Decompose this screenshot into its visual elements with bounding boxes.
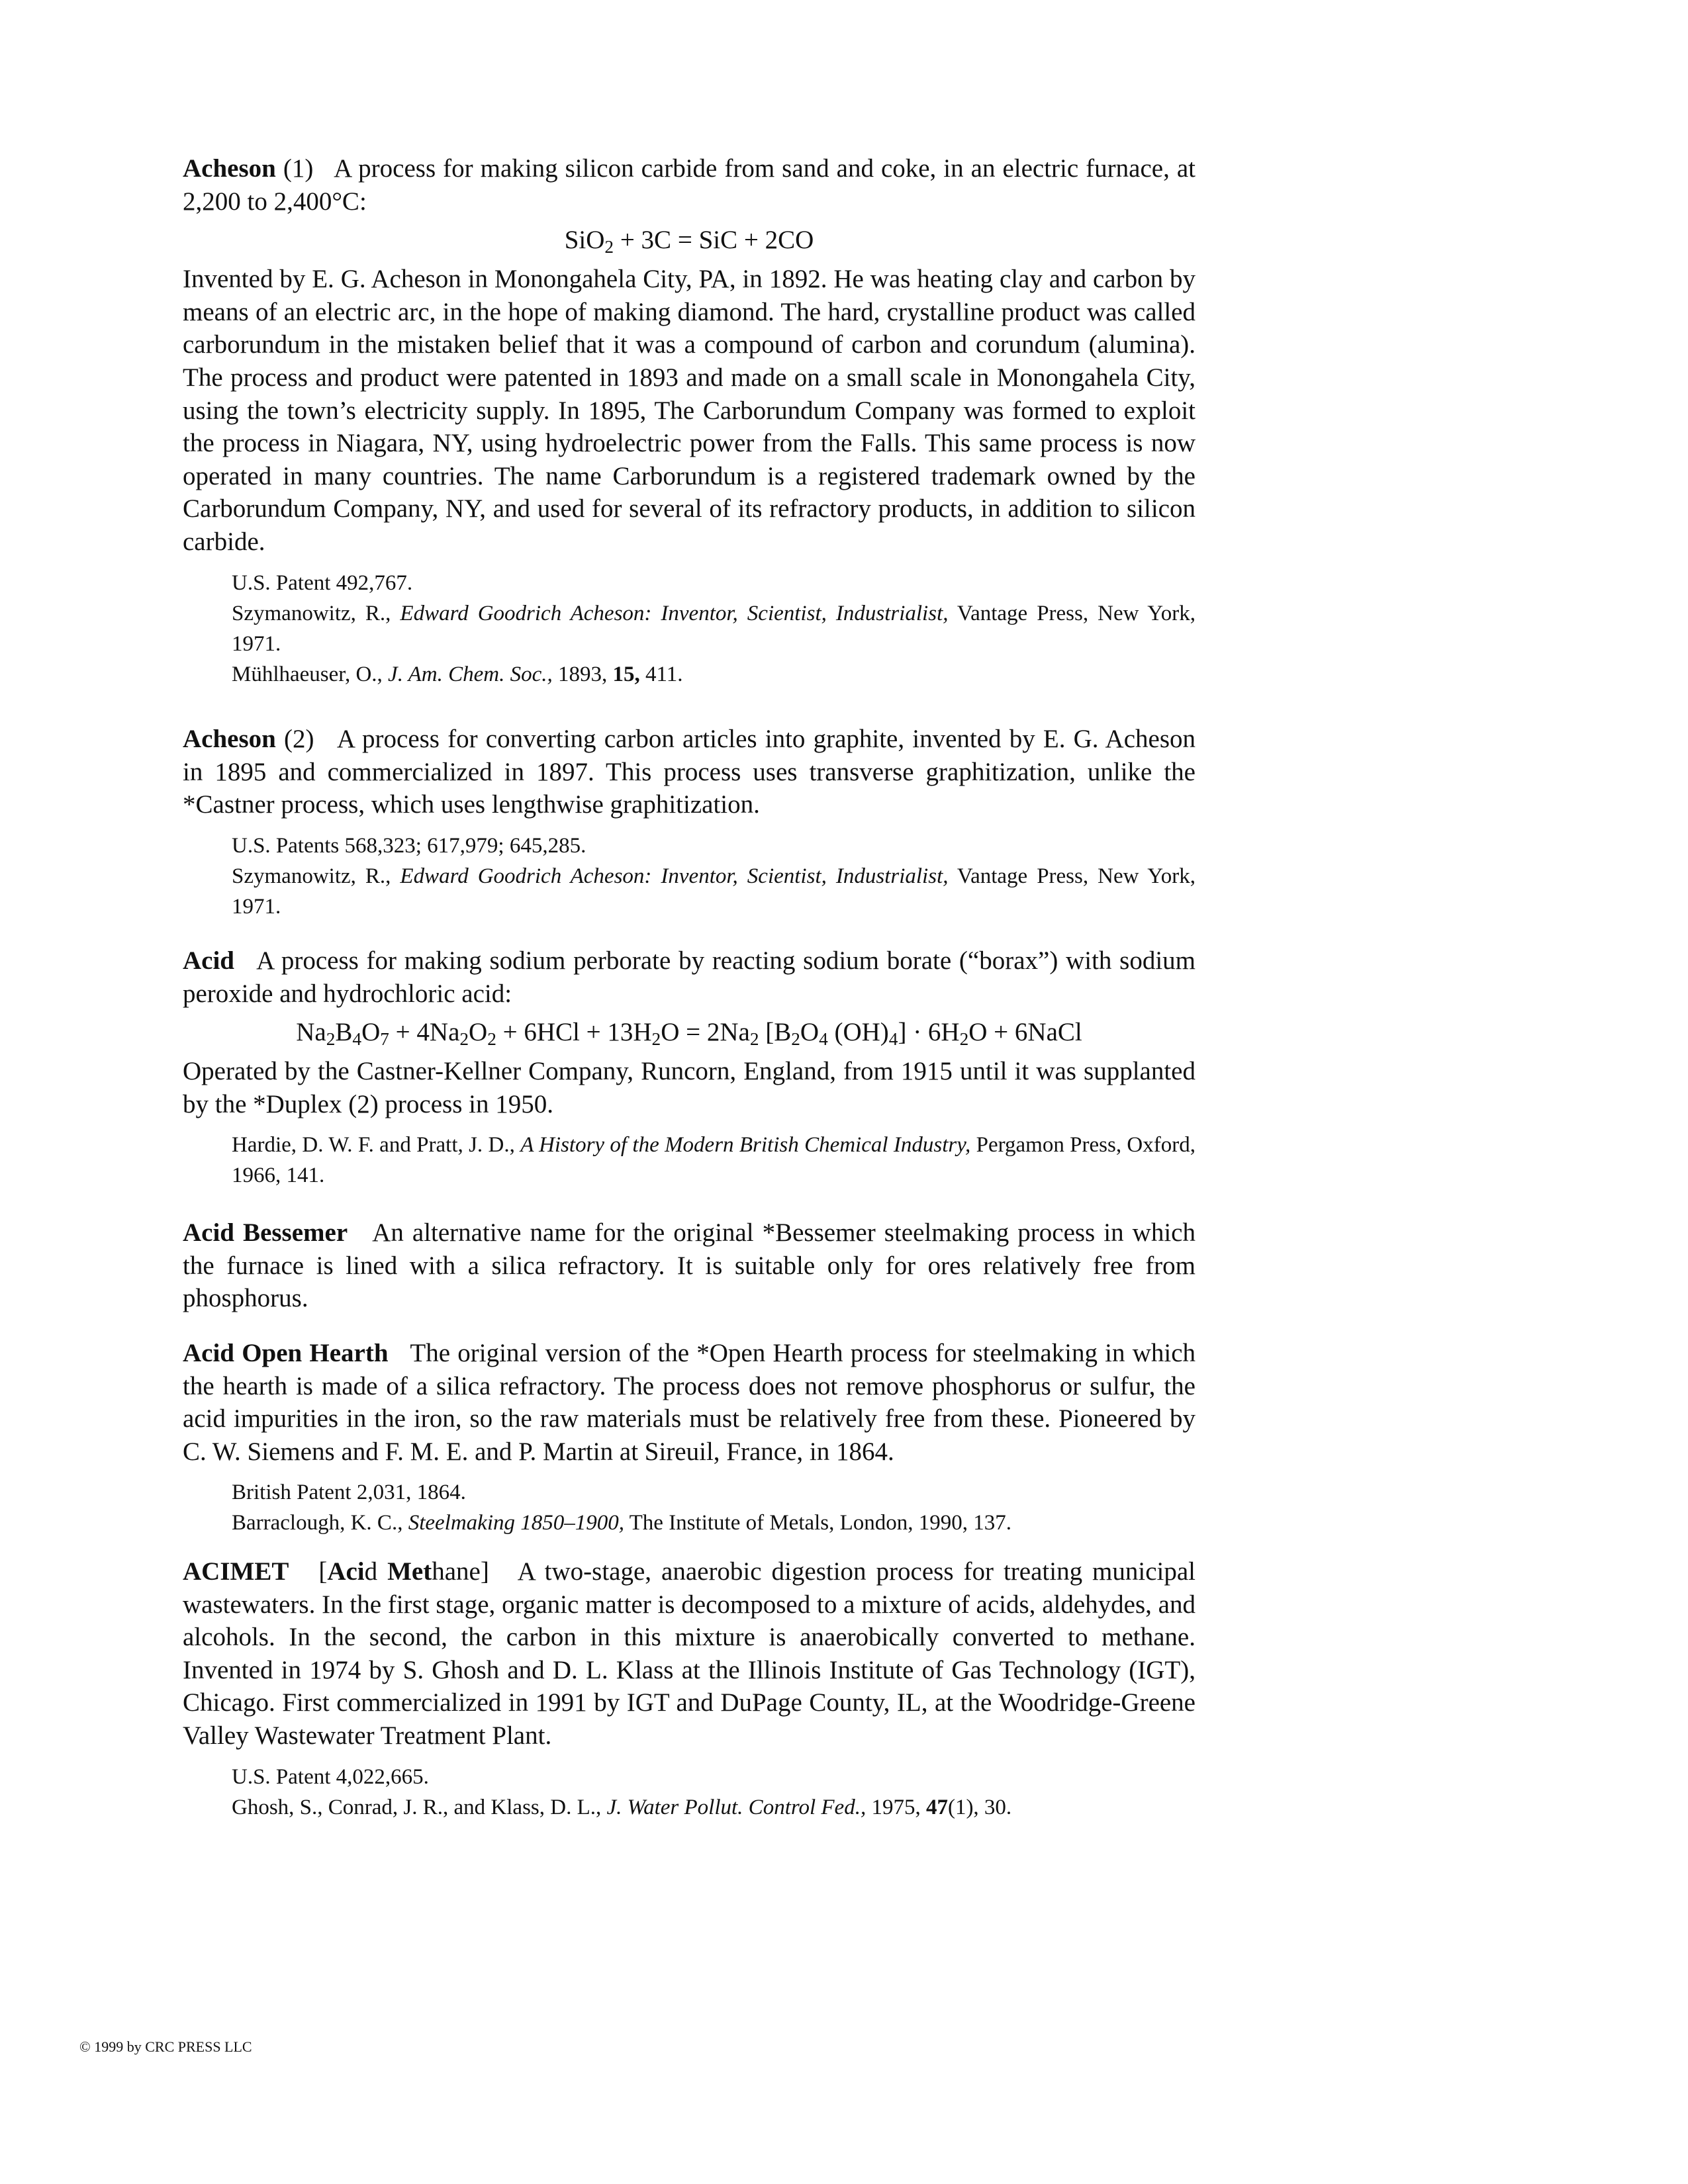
chemical-equation: SiO$_2$ + 3C = SiC + 2CO <box>564 226 814 257</box>
reference-item: Szymanowitz, R., Edward Goodrich Acheson: Inventor, Scientist, Industrialist, Vantage Press, New York, 1971. <box>232 601 1196 656</box>
entry-acheson-1 <box>183 152 1196 690</box>
entry-term: ACIMET <box>183 1557 289 1586</box>
entry-acimet <box>183 1555 1196 1823</box>
entry-intro-text: A process for making silicon carbide from sand and coke, in an electric furnace, at 2,200 to 2,400°C: <box>183 154 1196 216</box>
reference-list <box>232 831 1196 922</box>
reference-item: British Patent 2,031, 1864. <box>232 1480 466 1505</box>
entry-acheson-2 <box>183 723 1196 922</box>
entry-body-text: A process for converting carbon articles into graphite, invented by E. G. Acheson in 1895 and commercialized in 1897. This process uses transverse graphitization, unlike the *Castner process, which uses lengthwise graphitization. <box>183 725 1196 819</box>
entry-intro-text: A process for making sodium perborate by reacting sodium borate (“borax”) with sodium peroxide and hydrochloric acid: <box>183 946 1196 1008</box>
chemical-equation: $Na_2B_4O_7 + 4Na_2O_2 + 6HCl + 13H_2O = 2Na_2$ [$B_2O_4$ $(OH)_4] \cdot 6H_2O$ + 6NaCl <box>296 1018 1082 1049</box>
reference-item: U.S. Patent 4,022,665. <box>232 1764 429 1789</box>
entry-body-text: An alternative name for the original *Bessemer steelmaking process in which the furnace is lined with a silica refractory. It is suitable only for ores relatively free from phosphorus. <box>183 1218 1196 1313</box>
entry-acid-open-hearth <box>183 1337 1196 1538</box>
entry-intro <box>183 152 1196 218</box>
copyright-footer: © 1999 by CRC PRESS LLC <box>79 2038 252 2055</box>
reference-item: Barraclough, K. C., Steelmaking 1850–1900, The Institute of Metals, London, 1990, 137. <box>232 1511 1012 1535</box>
entry-term: Acid Open Hearth <box>183 1339 389 1367</box>
reference-item: Ghosh, S., Conrad, J. R., and Klass, D. L., J. Water Pollut. Control Fed., 1975, 47(1), 30. <box>232 1795 1012 1819</box>
reference-list <box>232 568 1196 690</box>
reference-list <box>232 1762 1196 1823</box>
reference-list <box>232 1130 1196 1191</box>
reference-item: Hardie, D. W. F. and Pratt, J. D., A History of the Modern British Chemical Industry, Pergamon Press, Oxford, 1966, 141. <box>232 1133 1196 1188</box>
entry-body <box>183 1555 1196 1752</box>
reference-list <box>232 1477 1196 1538</box>
entry-qualifier: (1) <box>283 154 314 183</box>
reference-item: Szymanowitz, R., Edward Goodrich Acheson: Inventor, Scientist, Industrialist, Vantage Press, New York, 1971. <box>232 864 1196 919</box>
entry-body-text: The original version of the *Open Hearth process for steelmaking in which the hearth is made of a silica refractory. The process does not remove phosphorus or sulfur, the acid impurities in the iron, so the raw materials must be relatively free from these. Pioneered by C. W. Siemens and F. M. E. and P. Martin at Sireuil, France, in 1864. <box>183 1339 1196 1466</box>
entry-etymology: [Acid Methane] <box>318 1557 489 1586</box>
entry-body <box>183 1337 1196 1468</box>
reference-item: U.S. Patents 568,323; 617,979; 645,285. <box>232 833 586 858</box>
entry-body: Invented by E. G. Acheson in Monongahela City, PA, in 1892. He was heating clay and carbon by means of an electric arc, in the hope of making diamond. The hard, crystalline product was called carborundum in the mistaken belief that it was a compound of carbon and corundum (alumina). The process and product were patented in 1893 and made on a small scale in Monongahela City, using the town’s electricity supply. In 1895, The Carborundum Company was formed to exploit the process in Niagara, NY, using hydroelectric power from the Falls. This same process is now operated in many countries. The name Carborundum is a registered trademark owned by the Carborundum Company, NY, and used for several of its refractory products, in addition to silicon carbide. <box>183 265 1196 556</box>
entry-term: Acid Bessemer <box>183 1218 348 1247</box>
entry-body-text: A two-stage, anaerobic digestion process for treating municipal wastewaters. In the first stage, organic matter is decomposed to a mixture of acids, aldehydes, and alcohols. In the second, the carbon in this mixture is anaerobically converted to methane. Invented in 1974 by S. Ghosh and D. L. Klass at the Illinois Institute of Gas Technology (IGT), Chicago. First commercialized in 1991 by IGT and DuPage County, IL, at the Woodridge-Greene Valley Wastewater Treatment Plant. <box>183 1557 1196 1750</box>
entry-acid <box>183 944 1196 1191</box>
entry-body <box>183 723 1196 821</box>
entry-acid-bessemer <box>183 1216 1196 1315</box>
entry-term: Acid <box>183 946 234 975</box>
reference-item: Mühlhaeuser, O., J. Am. Chem. Soc., 1893, 15, 411. <box>232 662 683 686</box>
entry-term: Acheson <box>183 725 276 753</box>
entry-term: Acheson <box>183 154 276 183</box>
entry-body: Operated by the Castner-Kellner Company, Runcorn, England, from 1915 until it was supplanted by the *Duplex (2) process in 1950. <box>183 1057 1196 1118</box>
entry-intro <box>183 944 1196 1010</box>
entry-qualifier: (2) <box>284 725 314 753</box>
reference-item: U.S. Patent 492,767. <box>232 570 413 595</box>
entry-body <box>183 1216 1196 1315</box>
